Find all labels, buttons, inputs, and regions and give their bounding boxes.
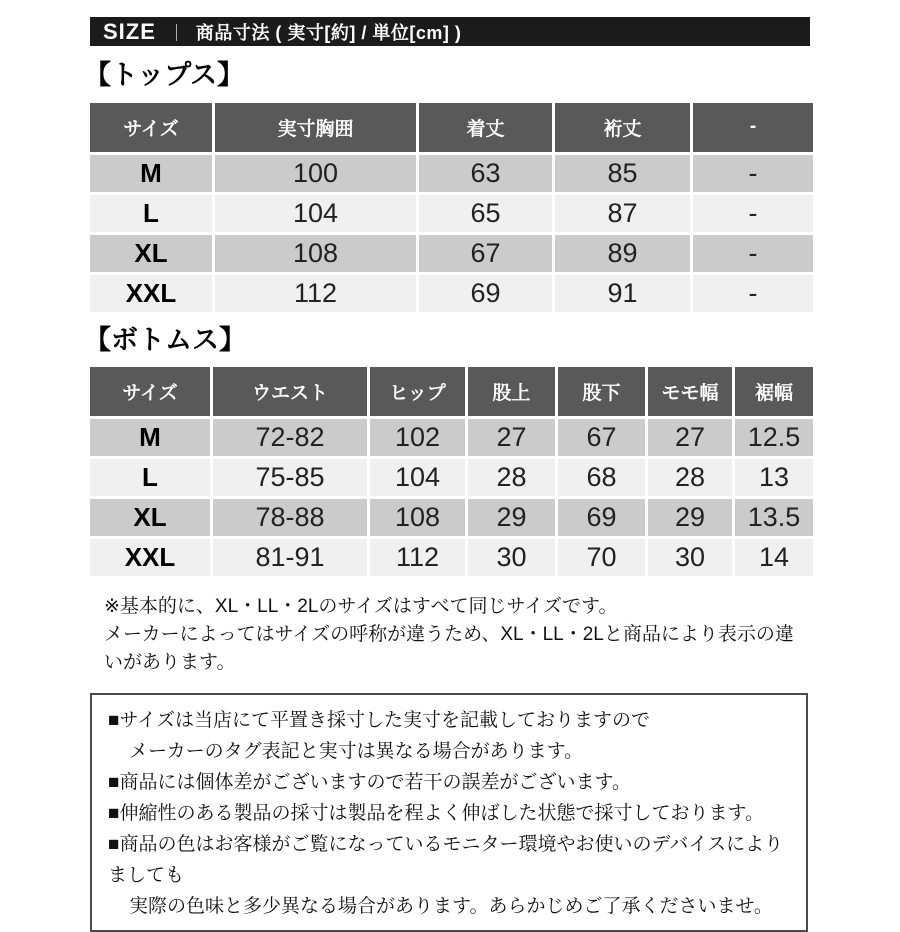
value-cell: 28 [647, 458, 734, 498]
value-cell: 13.5 [734, 498, 815, 538]
tops-table-row [89, 193, 815, 233]
bottoms-table-row [89, 538, 815, 578]
note-line: メーカーによってはサイズの呼称が違うため、XL・LL・2Lと商品により表示の違いがあります。 [104, 624, 794, 674]
tops-column-header: 実寸胸囲 [214, 101, 418, 153]
disclaimer-line: ■商品には個体差がございますので若干の誤差がございます。 [108, 772, 631, 794]
size-bar-separator: ｜ [167, 24, 185, 43]
value-cell: 67 [557, 418, 647, 458]
size-cell: M [89, 153, 214, 193]
size-bar-brand: SIZE [103, 18, 156, 44]
size-bar [90, 17, 810, 46]
tops-table-row [89, 273, 815, 313]
value-cell: 29 [467, 498, 557, 538]
disclaimer-line: ■サイズは当店にて平置き採寸した実寸を記載しておりますので [108, 710, 650, 732]
value-cell: 70 [557, 538, 647, 578]
value-cell: 108 [369, 498, 467, 538]
tops-table-row [89, 233, 815, 273]
bottoms-column-header: 裾幅 [734, 366, 815, 418]
value-cell: 68 [557, 458, 647, 498]
value-cell: 30 [467, 538, 557, 578]
disclaimer-line: 実際の色味と多少異なる場合があります。あらかじめご了承くださいませ。 [129, 896, 773, 918]
bottoms-column-header: 股下 [557, 366, 647, 418]
value-cell: 78-88 [212, 498, 369, 538]
value-cell: 69 [418, 273, 554, 313]
size-notes [90, 593, 810, 677]
value-cell: 63 [418, 153, 554, 193]
value-cell: 30 [647, 538, 734, 578]
bottoms-column-header: サイズ [89, 366, 212, 418]
value-cell: 85 [554, 153, 692, 193]
value-cell: - [692, 153, 815, 193]
bottoms-section-title: 【ボトムス】 [84, 324, 246, 355]
value-cell: 112 [369, 538, 467, 578]
value-cell: 67 [418, 233, 554, 273]
tops-section-title: 【トップス】 [84, 60, 245, 90]
size-cell: L [89, 193, 214, 233]
value-cell: 104 [369, 458, 467, 498]
value-cell: 104 [214, 193, 418, 233]
value-cell: 100 [214, 153, 418, 193]
tops-column-header: 着丈 [418, 101, 554, 153]
bottoms-column-header: ヒップ [369, 366, 467, 418]
value-cell: - [692, 273, 815, 313]
disclaimer-line: ■伸縮性のある製品の採寸は製品を程よく伸ばした状態で採寸しております。 [108, 803, 764, 825]
value-cell: 14 [734, 538, 815, 578]
size-cell: XXL [89, 273, 214, 313]
value-cell: 89 [554, 233, 692, 273]
value-cell: 65 [418, 193, 554, 233]
value-cell: 75-85 [212, 458, 369, 498]
size-cell: XL [89, 233, 214, 273]
disclaimer-line: メーカーのタグ表記と実寸は異なる場合があります。 [129, 741, 584, 763]
value-cell: 72-82 [212, 418, 369, 458]
bottoms-column-header: モモ幅 [647, 366, 734, 418]
bottoms-table-body [89, 418, 815, 578]
tops-header-row [89, 101, 815, 153]
value-cell: 27 [467, 418, 557, 458]
value-cell: 29 [647, 498, 734, 538]
size-bar-subtitle: 商品寸法 ( 実寸[約] / 単位[cm] ) [195, 22, 462, 43]
bottoms-table-row [89, 458, 815, 498]
value-cell: - [692, 193, 815, 233]
bottoms-table-row [89, 498, 815, 538]
tops-table [87, 100, 816, 315]
value-cell: 102 [369, 418, 467, 458]
bottoms-table-row [89, 418, 815, 458]
size-cell: XXL [89, 538, 212, 578]
disclaimer-box [90, 693, 808, 932]
size-cell: XL [89, 498, 212, 538]
value-cell: 108 [214, 233, 418, 273]
value-cell: 27 [647, 418, 734, 458]
size-cell: M [89, 418, 212, 458]
value-cell: 69 [557, 498, 647, 538]
tops-column-header: - [692, 101, 815, 153]
bottoms-column-header: 股上 [467, 366, 557, 418]
value-cell: 13 [734, 458, 815, 498]
value-cell: 87 [554, 193, 692, 233]
tops-column-header: 裄丈 [554, 101, 692, 153]
value-cell: 112 [214, 273, 418, 313]
tops-table-body [89, 153, 815, 313]
value-cell: 28 [467, 458, 557, 498]
size-cell: L [89, 458, 212, 498]
disclaimer-line: ■商品の色はお客様がご覧になっているモニター環境やお使いのデバイスによりましても [108, 834, 784, 887]
value-cell: 12.5 [734, 418, 815, 458]
value-cell: 81-91 [212, 538, 369, 578]
note-line: ※基本的に、XL・LL・2Lのサイズはすべて同じサイズです。 [104, 596, 618, 618]
bottoms-header-row [89, 366, 815, 418]
value-cell: 91 [554, 273, 692, 313]
tops-column-header: サイズ [89, 101, 214, 153]
tops-table-row [89, 153, 815, 193]
bottoms-table [87, 364, 816, 579]
value-cell: - [692, 233, 815, 273]
bottoms-column-header: ウエスト [212, 366, 369, 418]
